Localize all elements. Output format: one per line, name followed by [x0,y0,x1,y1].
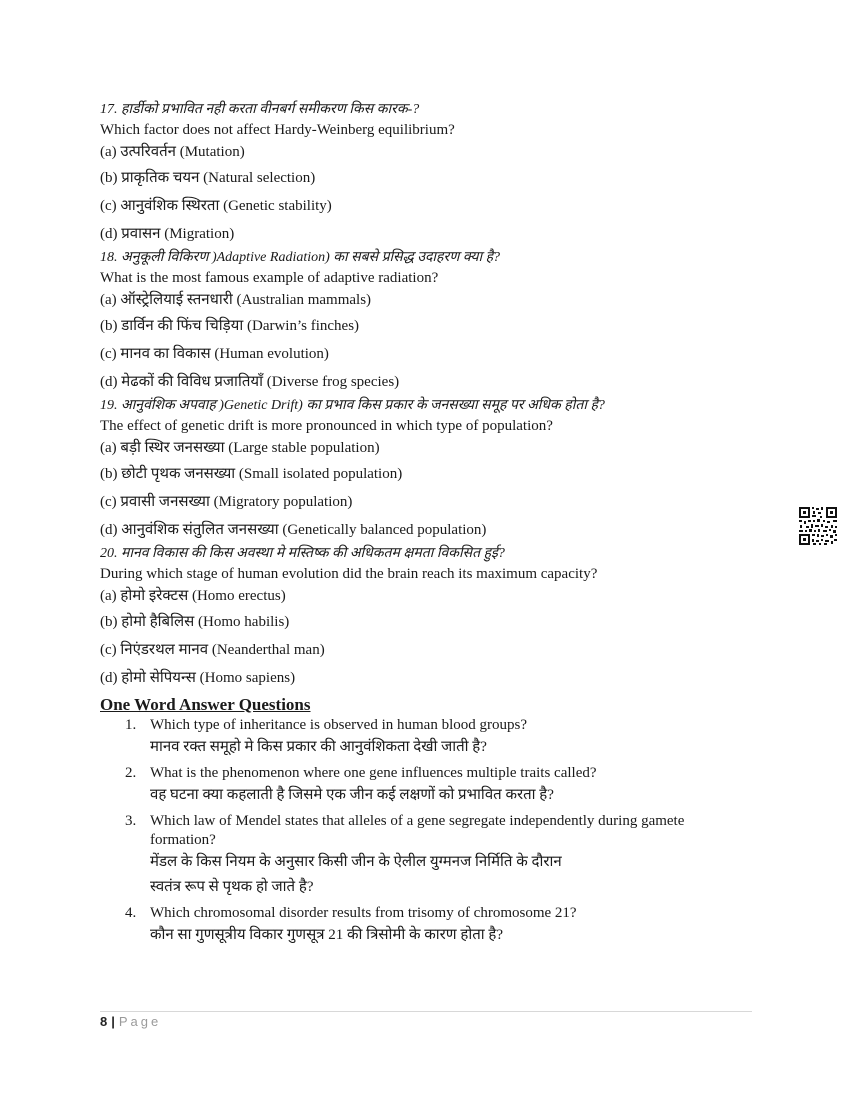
one-word-question [100,904,760,948]
option-c: (c) आनुवंशिक स्थिरता (Genetic stability) [100,198,332,214]
question-english: Which factor does not affect Hardy-Weinberg equilibrium? [100,122,455,138]
option-b: (b) छोटी पृथक जनसख्या (Small isolated population) [100,466,403,482]
option-c: (c) निएंडरथल मानव (Neanderthal man) [100,642,325,658]
question-hindi: मानव रक्त समूहो मे किस प्रकार की आनुवंशिकता देखी जाती है? [150,739,487,755]
question-hindi: मेंडल के किस नियम के अनुसार किसी जीन के ऐलील युग्मनज निर्मिति के दौरान [150,854,562,870]
question-english-continued: formation? [150,832,216,848]
footer-divider [100,1011,752,1012]
option-c: (c) प्रवासी जनसख्या (Migratory population) [100,494,353,510]
one-word-list [100,716,760,948]
question-hindi: 17. हार्डीको प्रभावित नही करता वीनबर्ग समीकरण किस कारक-? [100,102,420,117]
question-18 [100,248,760,396]
one-word-question [100,764,760,808]
question-number: 2. [125,765,137,781]
question-hindi: कौन सा गुणसूत्रीय विकार गुणसूत्र 21 की त्रिसोमी के कारण होता है? [150,927,504,943]
question-hindi: वह घटना क्या कहलाती है जिसमे एक जीन कई लक्षणों को प्रभावित करता है? [150,787,554,803]
option-d: (d) मेढकों की विविध प्रजातियाँ (Diverse frog species) [100,374,400,390]
question-number: 3. [125,813,137,829]
one-word-question [100,716,760,760]
question-17 [100,100,760,248]
question-english: The effect of genetic drift is more pronounced in which type of population? [100,418,553,434]
footer-separator: | [111,1014,115,1029]
option-d: (d) प्रवासन (Migration) [100,226,235,242]
qr-code-graphic [798,506,838,546]
option-d: (d) आनुवंशिक संतुलित जनसख्या (Genetically balanced population) [100,522,487,538]
page-footer [100,1014,161,1029]
question-number: 1. [125,717,137,733]
question-english: During which stage of human evolution did the brain reach its maximum capacity? [100,566,598,582]
option-b: (b) प्राकृतिक चयन (Natural selection) [100,170,316,186]
question-english: What is the most famous example of adaptive radiation? [100,270,439,286]
page-number: 8 [100,1014,108,1029]
option-a: (a) ऑस्ट्रेलियाई स्तनधारी (Australian mammals) [100,292,372,308]
option-b: (b) डार्विन की फिंच चिड़िया (Darwin’s finches) [100,318,360,334]
one-word-question [100,812,760,900]
option-a: (a) होमो इरेक्टस (Homo erectus) [100,588,286,604]
section-heading: One Word Answer Questions [100,695,311,714]
option-d: (d) होमो सेपियन्स (Homo sapiens) [100,670,296,686]
option-b: (b) होमो हैबिलिस (Homo habilis) [100,614,290,630]
question-hindi-continued: स्वतंत्र रूप से पृथक हो जाते है? [150,879,314,895]
question-hindi: 20. मानव विकास की किस अवस्था मे मस्तिष्क की अधिकतम क्षमता विकसित हुई? [100,546,505,561]
page-label: Page [118,1014,162,1029]
question-english: Which chromosomal disorder results from trisomy of chromosome 21? [150,905,577,921]
option-a: (a) उत्परिवर्तन (Mutation) [100,144,245,160]
question-hindi: 19. आनुवंशिक अपवाह )Genetic Drift) का प्रभाव किस प्रकार के जनसख्या समूह पर अधिक होता है? [100,398,605,413]
question-english: Which law of Mendel states that alleles of a gene segregate independently during gamete [150,813,685,829]
option-c: (c) मानव का विकास (Human evolution) [100,346,329,362]
question-hindi: 18. अनुकूली विकिरण )Adaptive Radiation) का सबसे प्रसिद्ध उदाहरण क्या है? [100,250,501,265]
question-20 [100,544,760,692]
question-19 [100,396,760,544]
question-number: 4. [125,905,137,921]
question-english: What is the phenomenon where one gene influences multiple traits called? [150,765,597,781]
page-content [100,100,760,948]
question-english: Which type of inheritance is observed in human blood groups? [150,717,527,733]
qr-code-icon[interactable] [798,506,838,546]
option-a: (a) बड़ी स्थिर जनसख्या (Large stable population) [100,440,380,456]
